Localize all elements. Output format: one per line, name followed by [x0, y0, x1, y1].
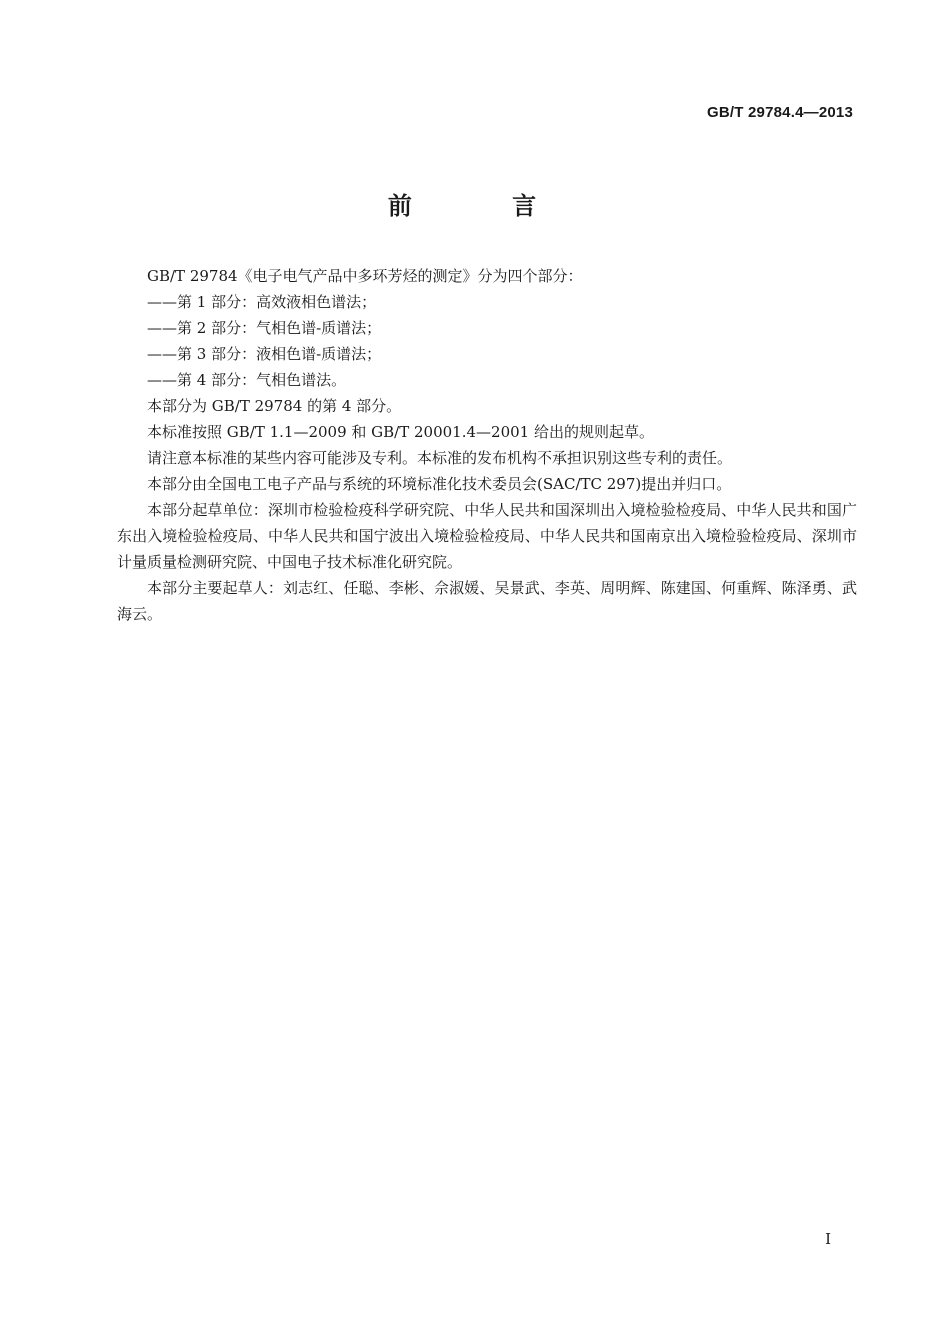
drafting-rules-paragraph: 本标准按照 GB/T 1.1—2009 和 GB/T 20001.4—2001 给出的规则起草。 [147, 423, 654, 441]
patent-notice-paragraph: 请注意本标准的某些内容可能涉及专利。本标准的发布机构不承担识别这些专利的责任。 [147, 449, 733, 467]
drafting-units-paragraph: 本部分起草单位：深圳市检验检疫科学研究院、中华人民共和国深圳出入境检验检疫局、中华人民共和国广东出入境检验检疫局、中华人民共和国宁波出入境检验检疫局、中华人民共和国南京出入境检验检疫局、深圳市计量质量检测研究院、中国电子技术标准化研究院。 [117, 501, 857, 571]
drafters-paragraph: 本部分主要起草人：刘志红、任聪、李彬、佘淑媛、吴景武、李英、周明辉、陈建国、何重辉、陈泽勇、武海云。 [117, 579, 857, 623]
intro-paragraph: GB/T 29784《电子电气产品中多环芳烃的测定》分为四个部分： [147, 267, 583, 285]
part-2-item: ——第 2 部分：气相色谱-质谱法； [147, 319, 382, 337]
page-number: I [825, 1230, 831, 1248]
standard-number: GB/T 29784.4—2013 [707, 104, 853, 121]
part-statement-paragraph: 本部分为 GB/T 29784 的第 4 部分。 [147, 397, 402, 415]
proposer-paragraph: 本部分由全国电工电子产品与系统的环境标准化技术委员会(SAC/TC 297)提出并归口。 [147, 475, 732, 493]
part-4-item: ——第 4 部分：气相色谱法。 [147, 371, 347, 389]
part-1-item: ——第 1 部分：高效液相色谱法； [147, 293, 377, 311]
foreword-body [117, 263, 857, 627]
part-3-item: ——第 3 部分：液相色谱-质谱法； [147, 345, 382, 363]
page-title: 前 言 [387, 192, 583, 220]
